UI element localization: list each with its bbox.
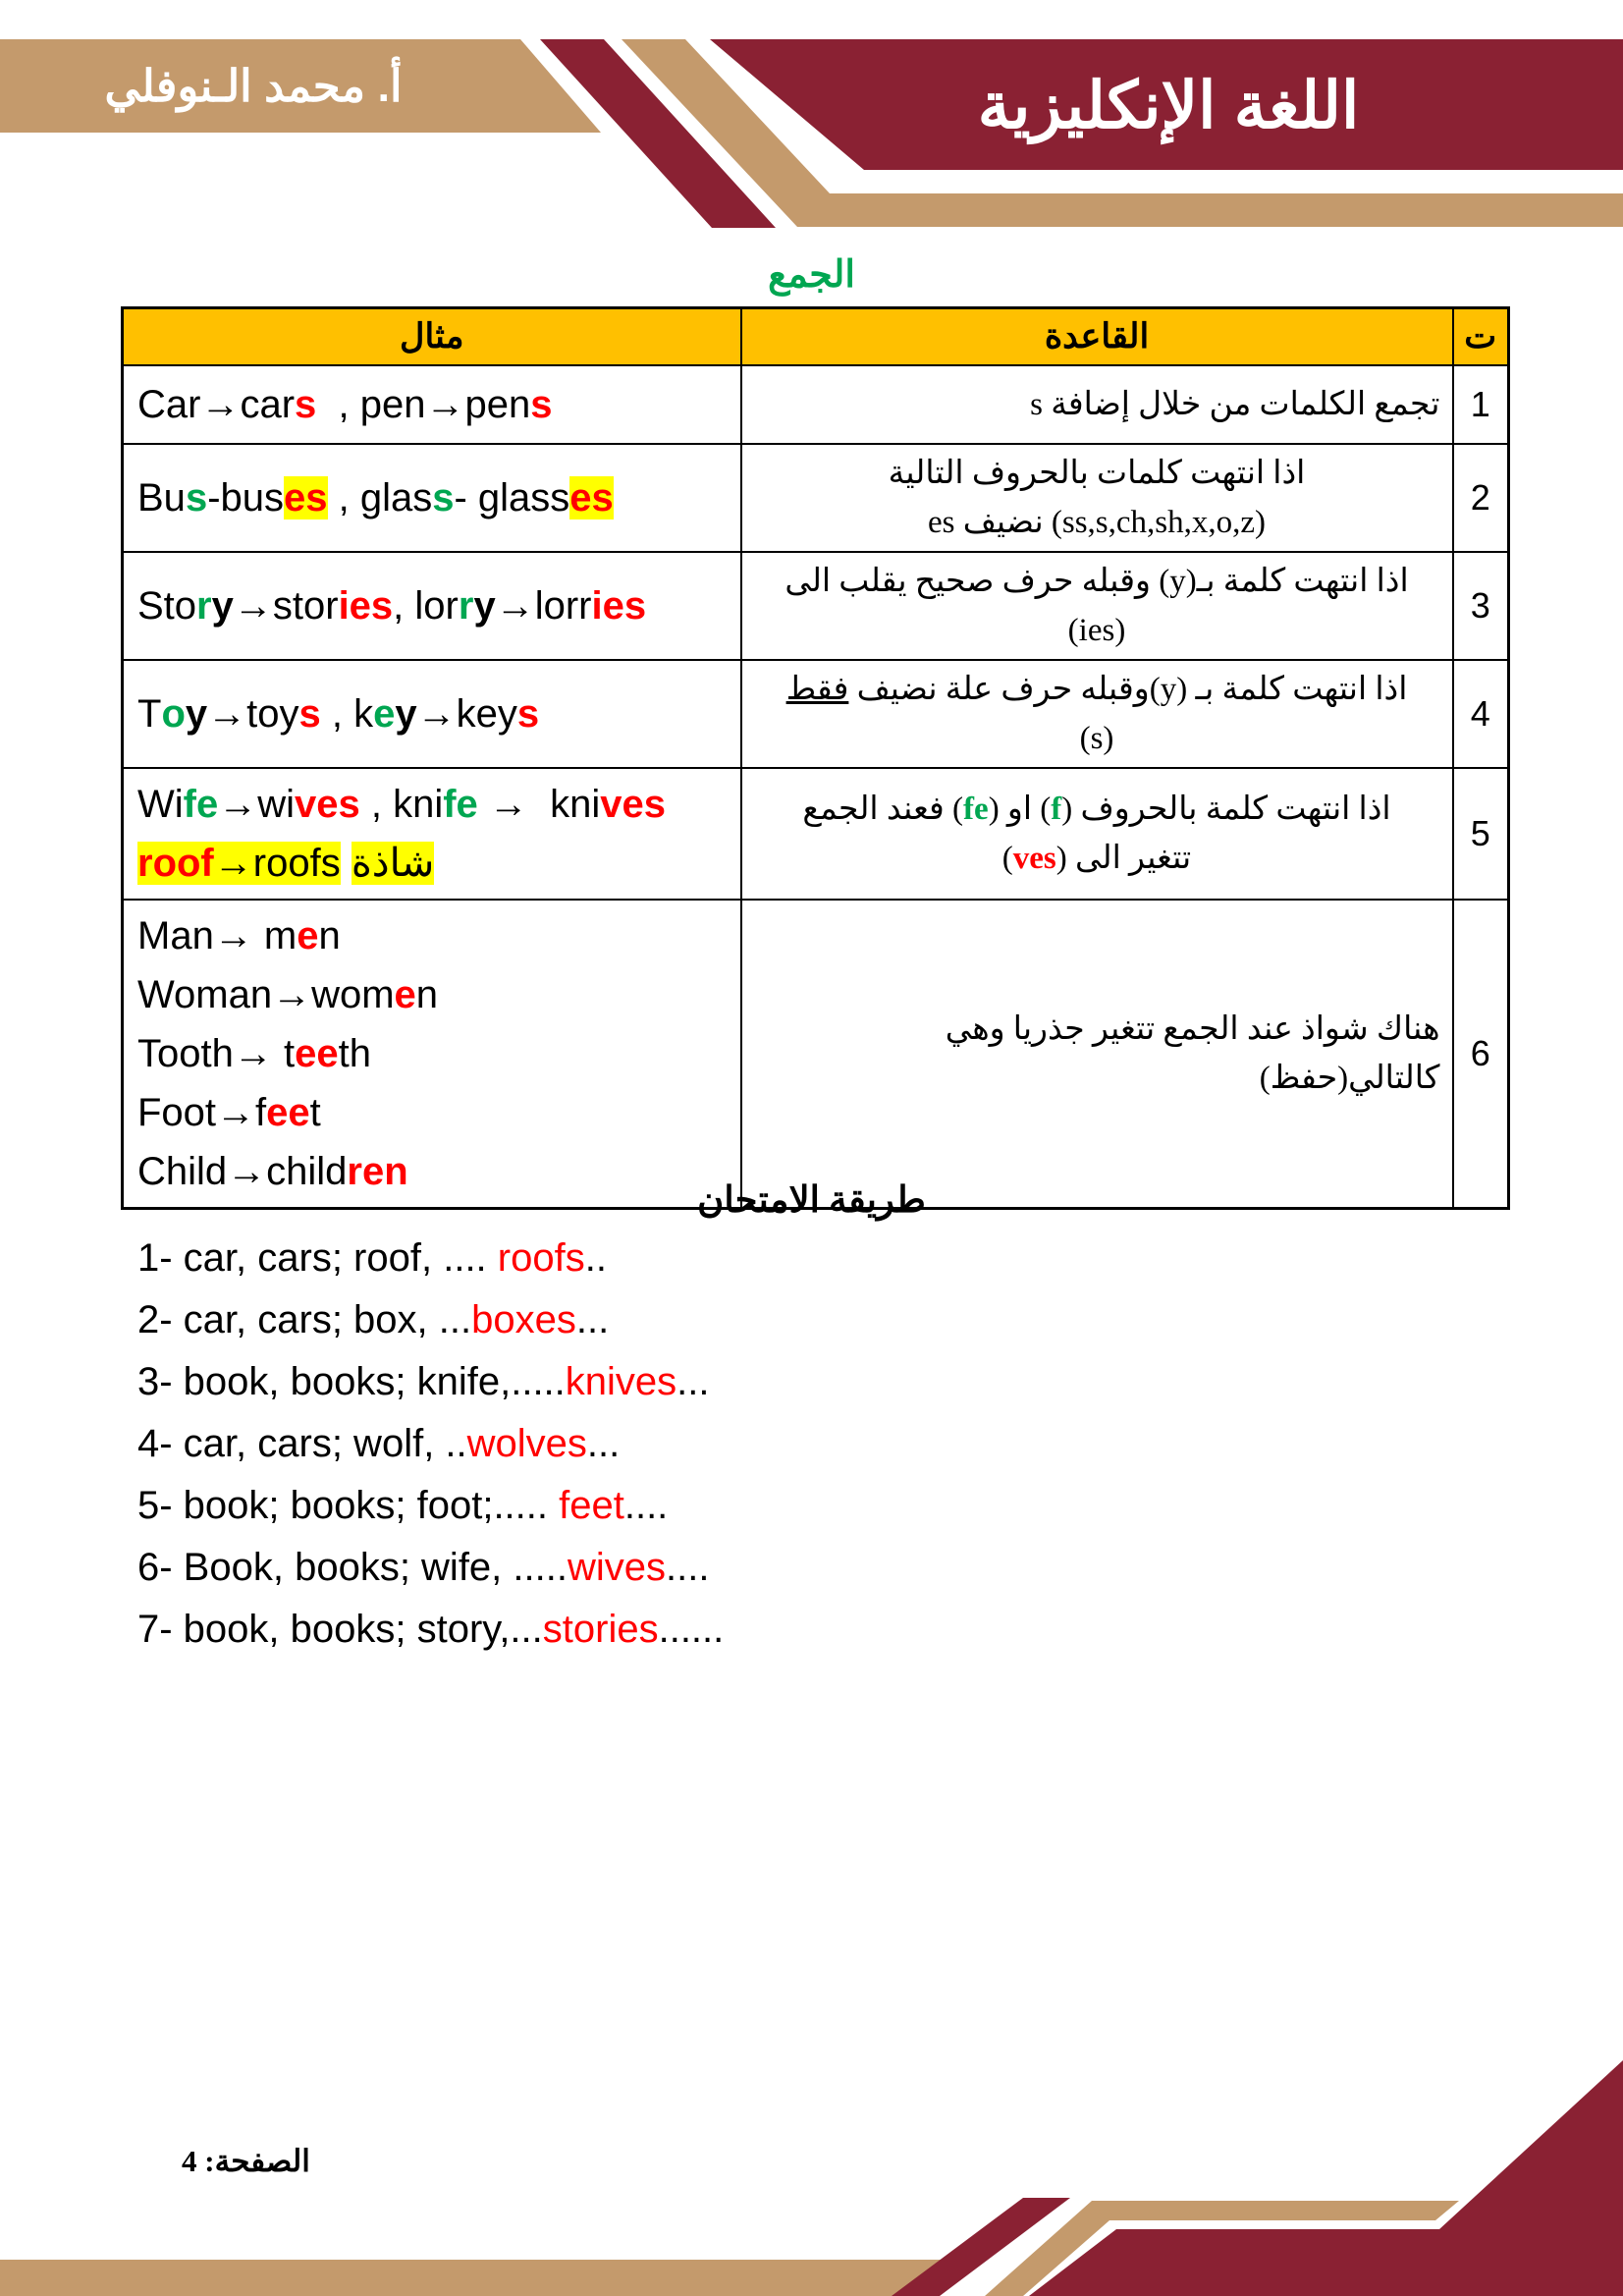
subject-title-banner: اللغة الإنكليزية [977, 69, 1360, 141]
text-segment: Child [137, 1149, 228, 1193]
text-segment: → [425, 382, 465, 426]
text-segment: r [196, 583, 212, 628]
plural-rules-table [121, 306, 1510, 1210]
text-segment: Car [137, 382, 201, 426]
exam-item [137, 1537, 1217, 1599]
text-segment: 6- Book, books; wife, ..... [137, 1546, 568, 1589]
text-segment: fe [183, 782, 219, 826]
text-segment: th [338, 1031, 371, 1075]
text-segment: Sto [137, 583, 197, 628]
text-segment: y [473, 583, 496, 628]
text-segment: -bus [207, 475, 284, 519]
text-segment: ee [266, 1090, 310, 1134]
text-segment: ) فعند الجمع [802, 791, 964, 827]
text-segment: y [185, 691, 208, 736]
rule-line [754, 665, 1440, 714]
text-segment: → [272, 972, 312, 1016]
example-line [137, 684, 732, 743]
rule-line [754, 785, 1440, 834]
text-segment: feet [559, 1484, 624, 1527]
text-segment: s [298, 691, 321, 736]
text-segment: child [266, 1149, 348, 1193]
text-segment: ... [575, 1298, 610, 1341]
text-segment: Foot [137, 1090, 217, 1134]
text-segment: wom [311, 972, 395, 1016]
text-segment: ies [338, 583, 394, 628]
text-segment: o [161, 691, 186, 736]
text-segment: ) [1001, 840, 1013, 876]
rule-line [754, 380, 1440, 429]
text-segment: → [218, 782, 258, 826]
table-header-row [123, 308, 1509, 365]
text-segment: ... [676, 1360, 710, 1403]
example-line [137, 834, 732, 893]
text-segment: → [233, 1031, 273, 1075]
table-row [123, 660, 1509, 768]
example-cell [123, 900, 741, 1209]
text-segment: فقط [785, 671, 849, 707]
column-header-rule: القاعدة [741, 308, 1453, 365]
page-number-label: الصفحة: 4 [182, 2144, 310, 2178]
text-segment: 1- car, cars; roof, .... [137, 1236, 498, 1280]
row-number-cell: 2 [1453, 444, 1509, 552]
text-segment: ...... [658, 1608, 725, 1651]
text-segment: wives [567, 1546, 666, 1589]
text-segment: ves [295, 782, 360, 826]
text-segment: اذا انتهت كلمات بالحروف التالية [888, 455, 1306, 491]
rule-line [754, 1054, 1440, 1103]
text-segment: Tooth [137, 1031, 234, 1075]
text-segment: n [415, 972, 439, 1016]
text-segment: → [233, 583, 273, 628]
text-segment: → [416, 691, 457, 736]
text-segment: wolves [466, 1422, 587, 1465]
text-segment: lorr [534, 583, 592, 628]
text-segment: (s) [1079, 720, 1114, 756]
text-segment: y [211, 583, 234, 628]
teacher-name-banner: أ. محمد الـنوفلي [104, 61, 403, 111]
rule-cell [741, 768, 1453, 900]
rule-cell [741, 444, 1453, 552]
text-segment: → [495, 583, 535, 628]
text-segment: ves [600, 782, 667, 826]
text-segment: stor [272, 583, 339, 628]
text-segment: .... [666, 1546, 710, 1589]
text-segment: .. [584, 1236, 607, 1280]
text-segment: r [458, 583, 474, 628]
rule-line [754, 449, 1440, 498]
rule-line [754, 714, 1440, 763]
text-segment: تتغير الى ( [1055, 840, 1192, 876]
table-row [123, 444, 1509, 552]
rule-cell [741, 365, 1453, 444]
rule-line [754, 834, 1440, 883]
rule-line [754, 498, 1440, 547]
example-cell [123, 768, 741, 900]
text-segment: , pen [316, 382, 426, 426]
text-segment: roofs [252, 841, 341, 885]
footer-maroon-corner [1029, 2060, 1623, 2296]
text-segment: f [1051, 791, 1062, 827]
text-segment: , lor [393, 583, 459, 628]
text-segment: , kni [359, 782, 444, 826]
text-segment: toy [246, 691, 299, 736]
text-segment: pen [464, 382, 531, 426]
rule-line [754, 1005, 1440, 1054]
text-segment: kni [539, 782, 601, 826]
text-segment: boxes [471, 1298, 576, 1341]
text-segment: Woman [137, 972, 273, 1016]
text-segment: roof [137, 841, 214, 885]
table-row [123, 768, 1509, 900]
text-segment: → [207, 691, 247, 736]
text-segment: s [295, 382, 317, 426]
text-segment: 5- book; books; foot;..... [137, 1484, 560, 1527]
text-segment: (ss,s,ch,sh,x,o,z) نضيف es [927, 504, 1267, 540]
text-segment: T [137, 691, 162, 736]
column-header-num: ت [1453, 308, 1509, 365]
example-cell [123, 660, 741, 768]
text-segment: اذا انتهت كلمة بالحروف ( [1061, 791, 1391, 827]
text-segment: , k [320, 691, 374, 736]
example-line [137, 965, 732, 1024]
text-segment: fe [963, 791, 989, 827]
text-segment: fe [443, 782, 478, 826]
rule-line [754, 606, 1440, 655]
exam-item [137, 1475, 1217, 1537]
text-segment: 4- car, cars; wolf, .. [137, 1422, 467, 1465]
text-segment: اذا انتهت كلمة بـ(y) وقبله حرف صحيح يقلب الى [784, 563, 1409, 599]
text-segment: 3- book, books; knife,..... [137, 1360, 566, 1403]
plural-table-body [123, 365, 1509, 1209]
text-segment: → [227, 1149, 267, 1193]
example-line [137, 576, 732, 635]
row-number-cell: 5 [1453, 768, 1509, 900]
exam-item [137, 1289, 1217, 1351]
text-segment: key [456, 691, 517, 736]
text-segment: → [216, 1090, 256, 1134]
table-row [123, 552, 1509, 660]
text-segment: e [394, 972, 416, 1016]
text-segment: شاذة [351, 841, 435, 885]
text-segment: هناك شواذ عند الجمع تتغير جذريا وهي [945, 1011, 1440, 1047]
text-segment: Bu [137, 475, 186, 519]
text-segment: s [185, 475, 208, 519]
text-segment: كالتالي(حفظ) [1259, 1060, 1440, 1096]
text-segment: → [200, 382, 241, 426]
row-number-cell: 1 [1453, 365, 1509, 444]
text-segment: s [432, 475, 455, 519]
text-segment: s [530, 382, 553, 426]
example-line [137, 906, 732, 965]
text-segment: f [255, 1090, 267, 1134]
rule-cell [741, 900, 1453, 1209]
footer-corner-graphic [0, 2050, 1623, 2296]
rule-cell [741, 660, 1453, 768]
text-segment: n [318, 913, 341, 957]
text-segment: m [252, 913, 298, 957]
text-segment: 2- car, cars; box, ... [137, 1298, 472, 1341]
row-number-cell: 3 [1453, 552, 1509, 660]
text-segment: t [309, 1090, 321, 1134]
text-segment: es [569, 475, 614, 519]
text-segment: knives [565, 1360, 677, 1403]
text-segment: roofs [497, 1236, 585, 1280]
example-cell [123, 552, 741, 660]
exam-item [137, 1413, 1217, 1475]
row-number-cell: 6 [1453, 900, 1509, 1209]
example-line [137, 375, 732, 434]
text-segment: .... [623, 1484, 669, 1527]
text-segment: → [213, 913, 253, 957]
example-cell [123, 444, 741, 552]
exam-item [137, 1351, 1217, 1413]
example-line [137, 1024, 732, 1083]
exam-items-list [137, 1228, 1217, 1661]
text-segment [341, 842, 352, 885]
text-segment: ... [586, 1422, 621, 1465]
text-segment: ves [1012, 840, 1056, 876]
text-segment: Wi [137, 782, 184, 826]
rule-line [754, 557, 1440, 606]
rule-cell [741, 552, 1453, 660]
text-segment: اذا انتهت كلمة بـ (y)وقبله حرف علة نضيف [848, 671, 1408, 707]
footer-tan-band [0, 2260, 974, 2296]
text-segment: car [240, 382, 296, 426]
text-segment: ) او ( [988, 791, 1052, 827]
table-row [123, 900, 1509, 1209]
lesson-title: الجمع [768, 254, 855, 296]
text-segment: - glass [454, 475, 570, 519]
text-segment: wi [257, 782, 295, 826]
text-segment: ren [347, 1149, 408, 1193]
text-segment: → [213, 841, 253, 885]
text-segment: (ies) [1067, 612, 1126, 648]
text-segment: stories [542, 1608, 659, 1651]
text-segment: ee [295, 1031, 339, 1075]
text-segment: → [477, 782, 540, 826]
text-segment: y [395, 691, 417, 736]
exam-item [137, 1599, 1217, 1661]
text-segment: , glas [327, 475, 433, 519]
text-segment: s [516, 691, 540, 736]
example-line [137, 775, 732, 834]
text-segment: ies [591, 583, 647, 628]
text-segment: e [297, 913, 319, 957]
text-segment: t [272, 1031, 296, 1075]
row-number-cell: 4 [1453, 660, 1509, 768]
example-line [137, 468, 732, 527]
column-header-example: مثال [123, 308, 741, 365]
table-row [123, 365, 1509, 444]
exam-method-title: طريقة الامتحان [697, 1180, 926, 1221]
text-segment: es [284, 475, 328, 519]
text-segment: تجمع الكلمات من خلال إضافة s [1030, 386, 1440, 422]
text-segment: 7- book, books; story,... [137, 1608, 543, 1651]
exam-item [137, 1228, 1217, 1289]
example-cell [123, 365, 741, 444]
example-line [137, 1083, 732, 1142]
text-segment: Man [137, 913, 214, 957]
text-segment: e [373, 691, 396, 736]
